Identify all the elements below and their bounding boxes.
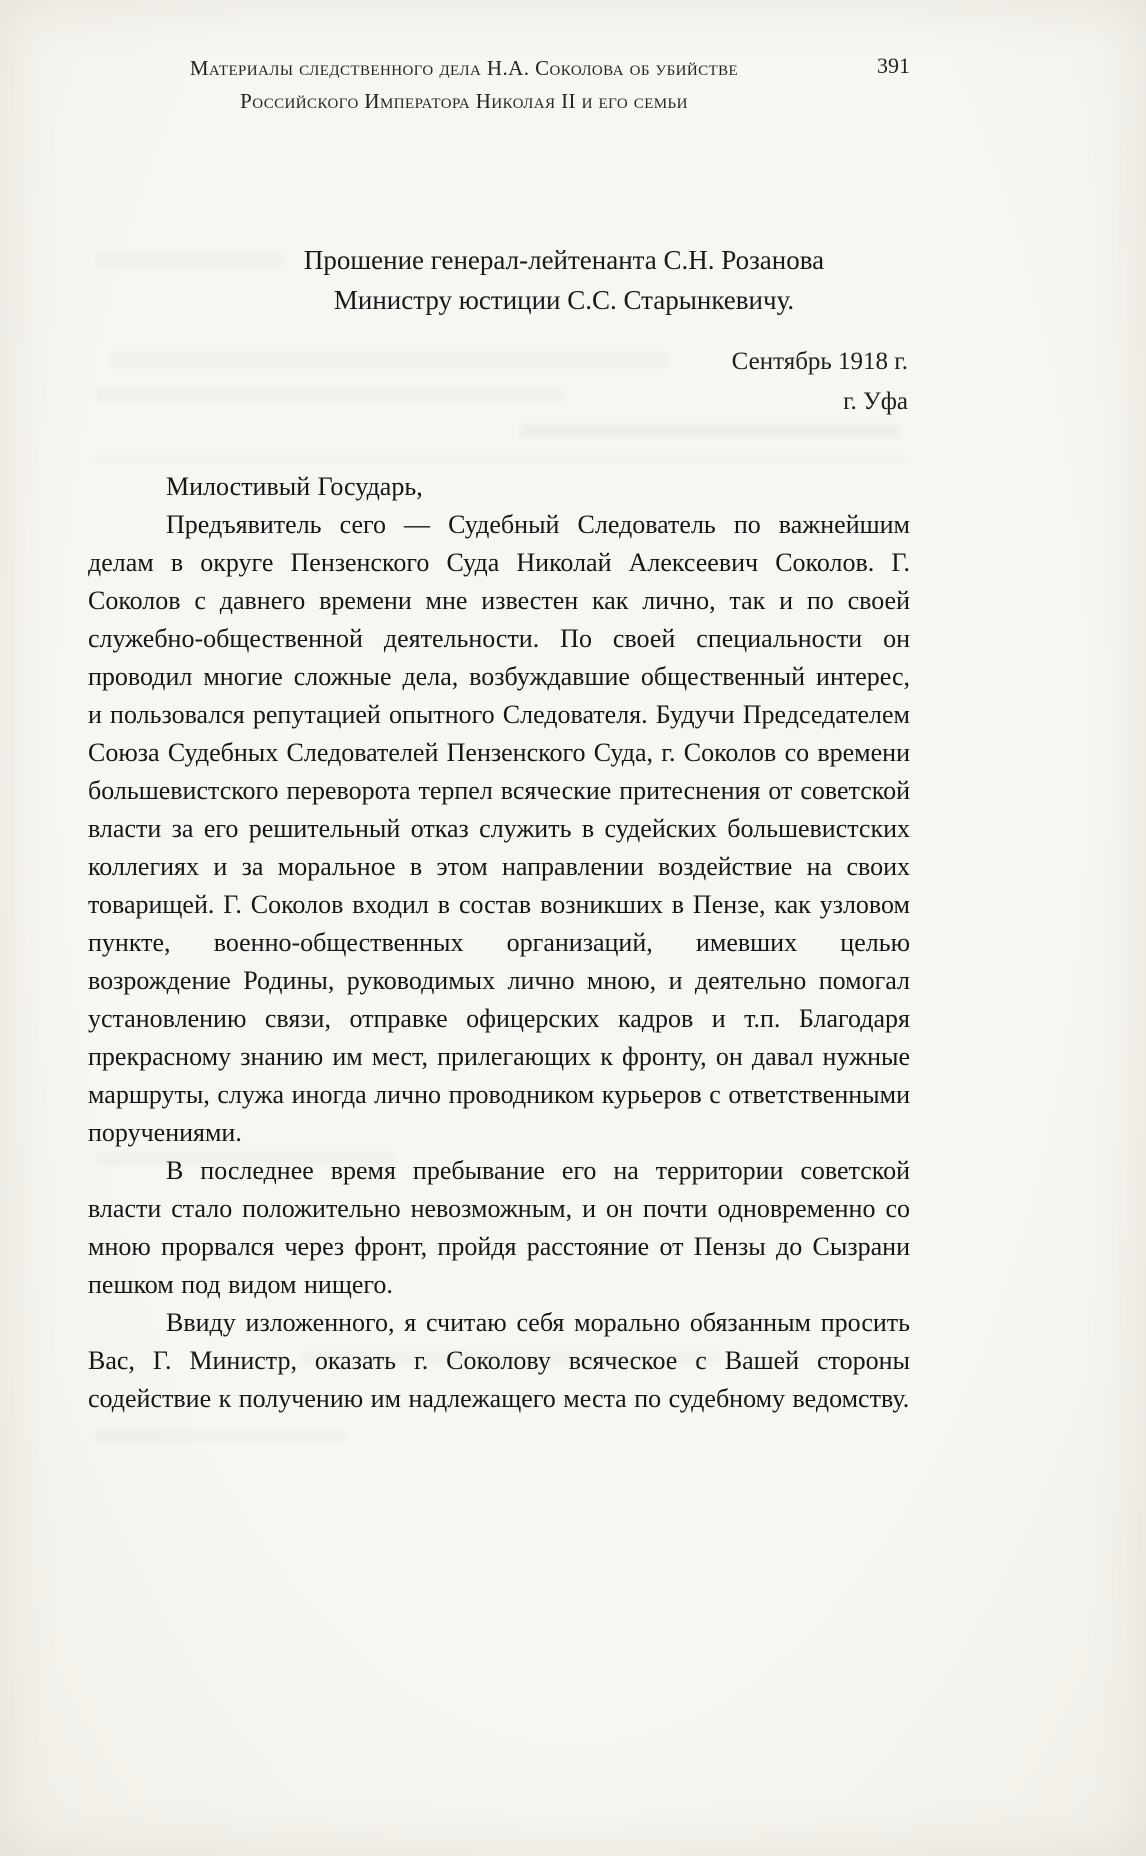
paragraph-2: В последнее время пребывание его на территории советской власти стало положительно невозможным, и он почти одновременно со мною прорвался через фронт, пройдя расстояние от Пензы до Сызрани пешком под видом нищего. [88,1156,910,1299]
paragraph-1: Предъявитель сего — Судебный Следователь по важнейшим делам в округе Пензенского Суда Николай Алексеевич Соколов. Г. Соколов с давнего времени мне известен как лично, так и по своей служебно-общественной деятельности. По своей специальности он проводил многие сложные дела, возбуждавшие общественный интерес, и пользовался репутацией опытного Следователя. Будучи Председателем Союза Судебных Следователей Пензенского Суда, г. Соколов со времени большевистского переворота терпел всяческие притеснения от советской власти за его решительный отказ служить в судейских большевистских коллегиях и за моральное в этом направлении воздействие на своих товарищей. Г. Соколов входил в состав возникших в Пензе, как узловом пункте, военно-общественных организаций, имевших целью возрождение Родины, руководимых лично мною, и деятельно помогал установлению связи, отправке офицерских кадров и т.п. Благодаря прекрасному знанию им мест, прилегающих к фронту, он давал нужные маршруты, служа иногда лично проводником курьеров с ответственными поручениями. [88,510,910,1147]
salutation: Милостивый Государь, [166,472,423,501]
page-number: 391 [877,53,910,78]
running-head-line2: Российского Императора Николая II и его семьи [240,89,688,113]
bleedthrough-artifact [110,352,670,368]
bleedthrough-artifact [96,1430,346,1442]
running-head-line1: Материалы следственного дела Н.А. Соколова об убийстве [189,56,739,80]
bleedthrough-artifact [520,424,900,438]
bleedthrough-artifact [95,456,905,462]
document-title-line1: Прошение генерал-лейтенанта С.Н. Розанова [303,245,825,275]
dateline [732,342,908,422]
document-title [88,240,910,320]
bleedthrough-artifact [96,388,566,402]
document-body [88,468,910,1418]
dateline-place: г. Уфа [843,388,908,415]
running-head-text [88,52,910,118]
dateline-date: Сентябрь 1918 г. [731,348,908,375]
running-head [88,52,910,118]
document-title-line2: Министру юстиции С.С. Старынкевичу. [333,285,795,315]
paragraph-3: Ввиду изложенного, я считаю себя морально обязанным просить Вас, Г. Министр, оказать г. Соколову всяческое с Вашей стороны содействие к получению им надлежащего места по судебному ведомству. [88,1308,910,1413]
